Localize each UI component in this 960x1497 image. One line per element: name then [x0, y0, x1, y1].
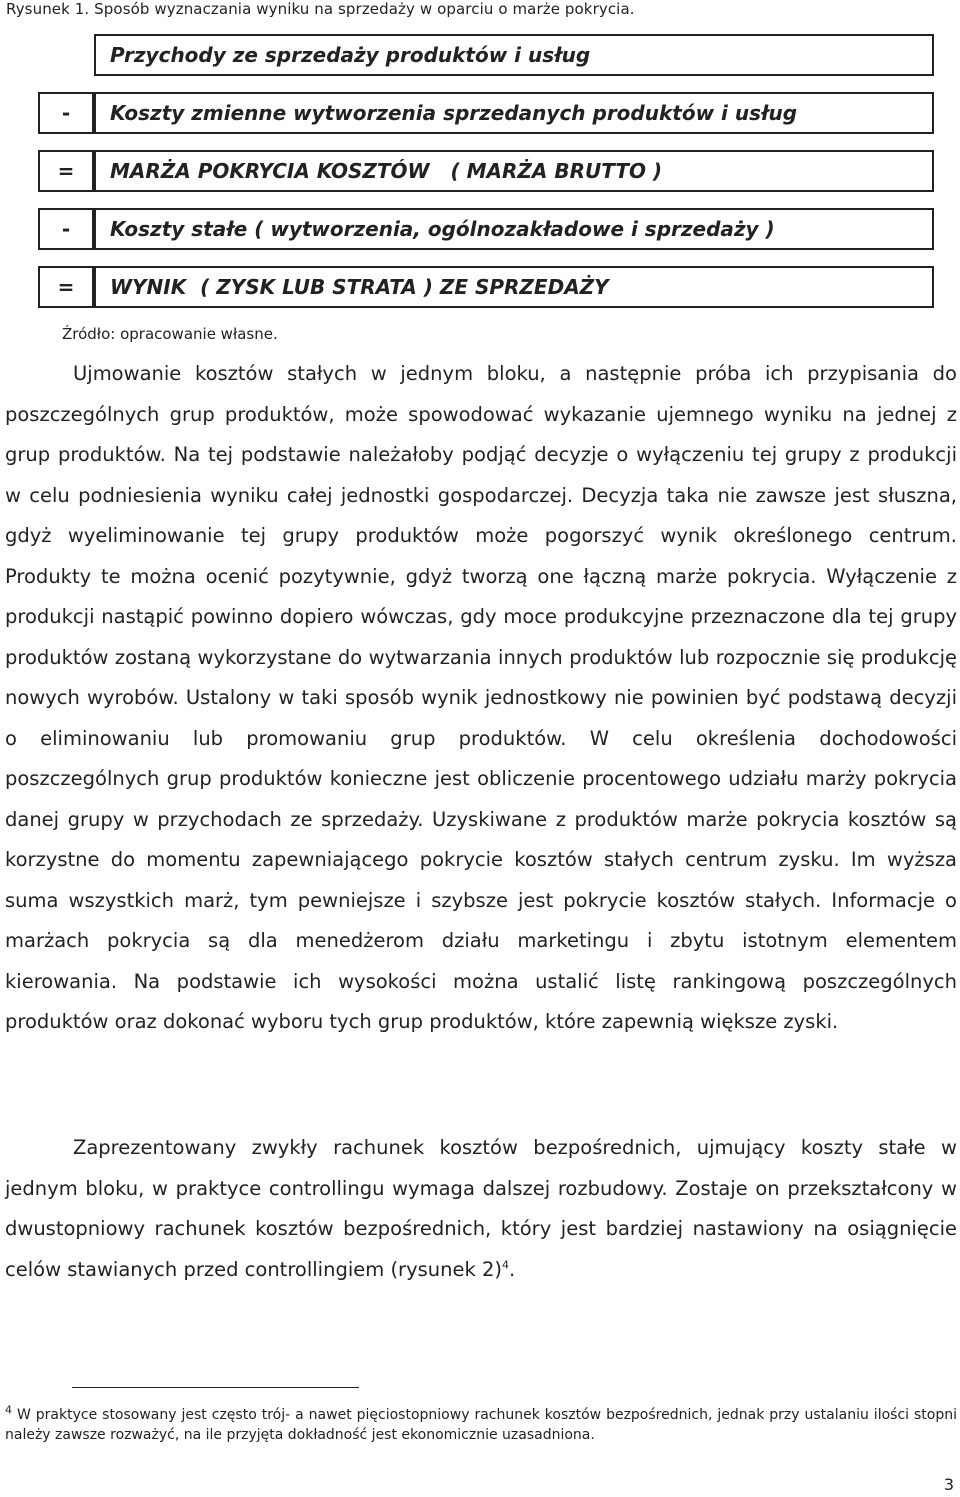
scheme-operator: -: [38, 208, 94, 250]
scheme-operator: =: [38, 266, 94, 308]
footnote-number: 4: [5, 1403, 12, 1417]
paragraph-text: Zaprezentowany zwykły rachunek kosztów bezpośrednich, ujmujący koszty stałe w jednym bloku, w praktyce controllingu wymaga dalszej rozbudowy. Zostaje on przekształcony w dwustopniowy rachunek kosztów bezpośrednich, który jest bardziej nastawiony na osiągnięcie celów stawianych przed controllingiem (rysunek 2): [5, 1136, 957, 1281]
scheme-operator: =: [38, 150, 94, 192]
scheme-label: WYNIK ( ZYSK LUB STRATA ) ZE SPRZEDAŻY: [94, 266, 934, 308]
page-number: 3: [943, 1475, 954, 1494]
figure-caption: Rysunek 1. Sposób wyznaczania wyniku na sprzedaży w oparciu o marże pokrycia.: [6, 0, 635, 18]
footnote-separator: [72, 1387, 359, 1388]
paragraph-end: .: [508, 1257, 516, 1281]
body-paragraph-1: Ujmowanie kosztów stałych w jednym bloku, a następnie próba ich przypisania do poszczególnych grup produktów, może spowodować wykazanie ujemnego wyniku na jednej z grup produktów. Na tej podstawie należałoby podjąć decyzje o wyłączeniu tej grupy z produkcji w celu podniesienia wyniku całej jednostki gospodarczej. Decyzja taka nie zawsze jest słuszna, gdyż wyeliminowanie tej grupy produktów może pogorszyć wynik określonego centrum. Produkty te można ocenić pozytywnie, gdyż tworzą one łączną marże pokrycia. Wyłączenie z produkcji nastąpić powinno dopiero wówczas, gdy moce produkcyjne przeznaczone dla tej grupy produktów zostaną wykorzystane do wytwarzania innych produktów lub rozpocznie się produkcję nowych wyrobów. Ustalony w taki sposób wynik jednostkowy nie powinien być podstawą decyzji o eliminowaniu lub promowaniu grup produktów. W celu określenia dochodowości poszczególnych grup produktów konieczne jest obliczenie procentowego udziału marży pokrycia danej grupy w przychodach ze sprzedaży. Uzyskiwane z produktów marże pokrycia kosztów są korzystne do momentu zapewniającego pokrycie kosztów stałych centrum zysku. Im wyższa suma wszystkich marż, tym pewniejsze i szybsze jest pokrycie kosztów stałych. Informacje o marżach pokrycia są dla menedżerom działu marketingu i zbytu istotnym elementem kierowania. Na podstawie ich wysokości można ustalić listę rankingową poszczególnych produktów oraz dokonać wyboru tych grup produktów, które zapewnią większe zyski.: [5, 362, 957, 1033]
footnote: [5, 1405, 957, 1445]
scheme-label: Koszty zmienne wytworzenia sprzedanych produktów i usług: [94, 92, 934, 134]
scheme-row-variable-costs: [38, 92, 934, 134]
scheme-label: Koszty stałe ( wytworzenia, ogólnozakładowe i sprzedaży ): [94, 208, 934, 250]
scheme-row-contribution-margin: [38, 150, 934, 192]
scheme-operator: [38, 34, 94, 76]
footnote-text: W praktyce stosowany jest często trój- a nawet pięciostopniowy rachunek kosztów bezpośrednich, jednak przy ustalaniu ilości stopni należy zawsze rozważyć, na ile przyjęta dokładność jest ekonomicznie uzasadniona.: [5, 1407, 957, 1443]
scheme-row-fixed-costs: [38, 208, 934, 250]
scheme-row-revenue: [38, 34, 934, 76]
scheme-row-result: [38, 266, 934, 308]
figure-source: Źródło: opracowanie własne.: [62, 325, 278, 343]
scheme-operator: -: [38, 92, 94, 134]
scheme-label: MARŻA POKRYCIA KOSZTÓW ( MARŻA BRUTTO ): [94, 150, 934, 192]
scheme-label: Przychody ze sprzedaży produktów i usług: [94, 34, 934, 76]
body-paragraph-2: [5, 1128, 957, 1290]
footnote-reference[interactable]: 4: [501, 1258, 509, 1271]
